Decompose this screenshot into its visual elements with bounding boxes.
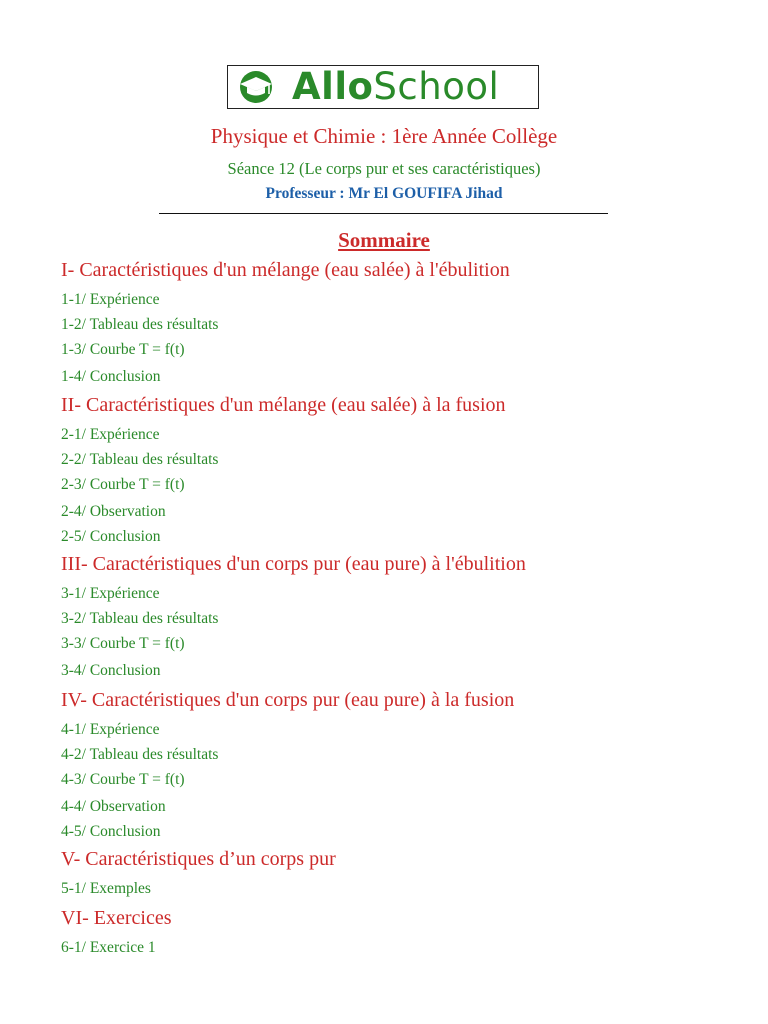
toc-item: 3-2/ Tableau des résultats (61, 610, 219, 627)
toc-item: 2-5/ Conclusion (61, 528, 161, 545)
logo-text (292, 67, 499, 107)
logo-text-school: School (373, 65, 500, 108)
professor-line: Professeur : Mr El GOUFIFA Jihad (265, 185, 503, 202)
logo-text-allo: Allo (292, 65, 374, 108)
toc-item: 4-2/ Tableau des résultats (61, 746, 219, 763)
toc-item: 5-1/ Exemples (61, 880, 151, 897)
toc-item: 4-4/ Observation (61, 798, 166, 815)
section-heading: III- Caractéristiques d'un corps pur (eau pure) à l'ébulition (61, 553, 526, 575)
graduation-cap-icon (236, 71, 276, 103)
toc-item: 4-3/ Courbe T = f(t) (61, 771, 185, 788)
toc-item: 2-2/ Tableau des résultats (61, 451, 219, 468)
summary-title: Sommaire (338, 228, 430, 252)
document-subtitle: Séance 12 (Le corps pur et ses caractéristiques) (227, 159, 541, 178)
toc-item: 2-3/ Courbe T = f(t) (61, 476, 185, 493)
toc-item: 3-3/ Courbe T = f(t) (61, 635, 185, 652)
section-heading: IV- Caractéristiques d'un corps pur (eau pure) à la fusion (61, 689, 515, 711)
section-heading: VI- Exercices (61, 907, 172, 929)
section-heading: II- Caractéristiques d'un mélange (eau salée) à la fusion (61, 394, 506, 416)
toc-item: 3-1/ Expérience (61, 585, 160, 602)
toc-item: 6-1/ Exercice 1 (61, 939, 156, 956)
toc-item: 2-4/ Observation (61, 503, 166, 520)
document-title: Physique et Chimie : 1ère Année Collège (210, 124, 558, 148)
toc-item: 1-4/ Conclusion (61, 368, 161, 385)
section-heading: V- Caractéristiques d’un corps pur (61, 848, 336, 870)
toc-item: 3-4/ Conclusion (61, 662, 161, 679)
toc-item: 1-2/ Tableau des résultats (61, 316, 219, 333)
toc-item: 2-1/ Expérience (61, 426, 160, 443)
section-heading: I- Caractéristiques d'un mélange (eau salée) à l'ébulition (61, 259, 510, 281)
toc-item: 4-5/ Conclusion (61, 823, 161, 840)
toc-item: 4-1/ Expérience (61, 721, 160, 738)
toc-item: 1-1/ Expérience (61, 291, 160, 308)
alloschool-logo (227, 65, 539, 109)
header-divider (159, 213, 608, 214)
toc-item: 1-3/ Courbe T = f(t) (61, 341, 185, 358)
